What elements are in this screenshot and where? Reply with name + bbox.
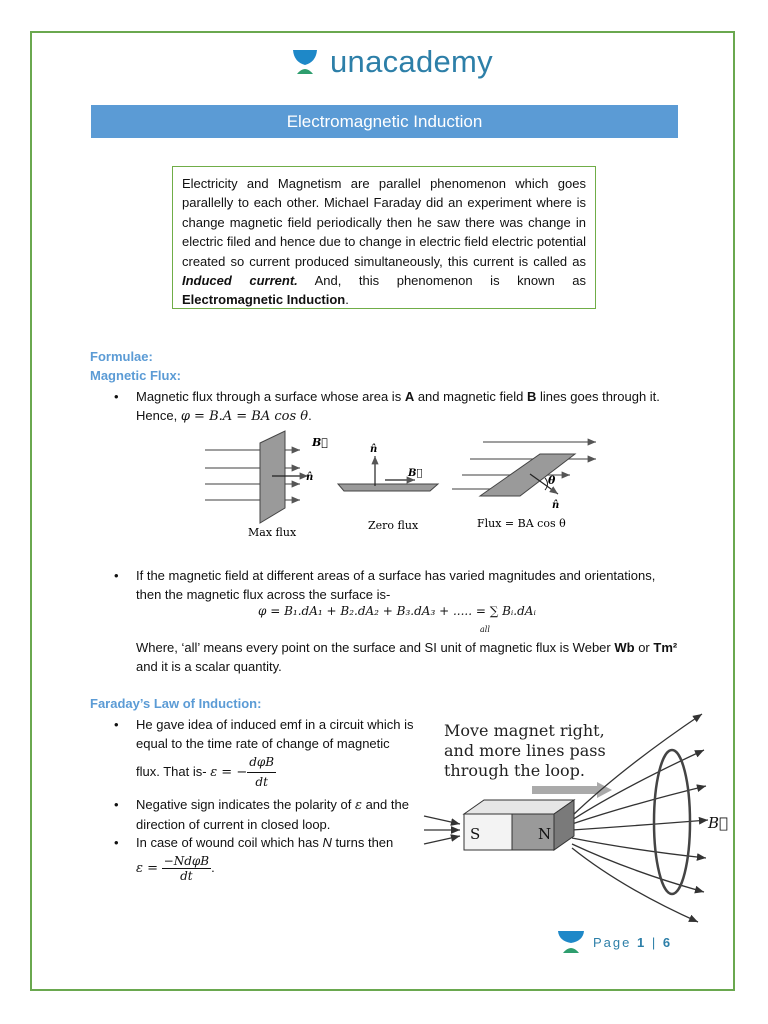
page-footer xyxy=(557,930,672,954)
weber-paragraph xyxy=(136,638,681,676)
flux-text-3: lines goes through it. Hence, xyxy=(136,389,660,423)
flux-bullet-1 xyxy=(114,387,681,426)
zero-flux-figure xyxy=(338,444,438,532)
varied-field-text: If the magnetic field at different areas of a surface has varied magnitudes and orientations, then the magnetic flux across the surface is- xyxy=(136,568,656,602)
emf-denominator: dt xyxy=(255,775,268,789)
angled-flux-figure xyxy=(452,442,596,530)
coil-emf-numerator: −NdφB xyxy=(163,854,210,868)
page-number xyxy=(593,935,672,950)
magnet-loop-figure xyxy=(422,708,729,930)
field-symbol: B xyxy=(526,389,537,404)
weber-text-1: Where, ‘all’ means every point on the surface and SI unit of magnetic flux is Weber xyxy=(136,640,615,655)
faraday-bullet-2 xyxy=(114,795,416,834)
bullet-dot: • xyxy=(114,835,119,850)
flux-text-end: . xyxy=(308,408,312,423)
emf-numerator: dφB xyxy=(247,753,276,773)
flux-bullet-2 xyxy=(114,566,681,604)
max-flux-figure xyxy=(205,431,328,539)
zero-flux-label: Zero flux xyxy=(368,519,419,532)
figure-caption-line-1: Move magnet right, xyxy=(444,721,605,740)
coil-text-2: turns then xyxy=(331,835,394,850)
angled-flux-label: Flux = BA cos θ xyxy=(477,517,566,530)
coil-emf-fraction xyxy=(162,854,211,883)
intro-box xyxy=(172,166,596,309)
coil-emf-formula xyxy=(136,854,215,883)
figure-caption-line-3: through the loop. xyxy=(444,761,585,780)
formulae-heading: Formulae: xyxy=(90,349,153,364)
max-flux-label: Max flux xyxy=(248,526,297,539)
flux-text-1: Magnetic flux through a surface whose area is xyxy=(136,389,405,404)
faraday-bullet-1 xyxy=(114,715,416,792)
induced-current-term: Induced current. xyxy=(182,273,298,289)
weber-text-2: or xyxy=(634,640,654,655)
page-label: Page xyxy=(593,934,632,950)
sum-subscript: all xyxy=(480,625,490,634)
page-title: Electromagnetic Induction xyxy=(91,105,678,138)
current-page: 1 xyxy=(637,934,647,950)
bullet-dot: • xyxy=(114,389,119,404)
weber-unit: Wb xyxy=(614,640,635,655)
sum-formula-text: φ = B₁.dA₁ + B₂.dA₂ + B₃.dA₃ + ..... = ∑ Bᵢ.dAᵢ xyxy=(258,604,536,618)
unacademy-footer-icon xyxy=(557,930,585,954)
max-flux-n-label: n̂ xyxy=(306,472,314,483)
flux-diagram xyxy=(200,428,610,543)
emf-fraction xyxy=(247,753,276,792)
area-symbol: A xyxy=(404,389,415,404)
loop-b-label: B⃗ xyxy=(708,814,729,832)
polarity-text-1: Negative sign indicates the polarity of xyxy=(136,797,355,812)
unacademy-logo xyxy=(290,42,493,82)
magnetic-flux-heading: Magnetic Flux: xyxy=(90,368,182,383)
page-separator: | xyxy=(651,934,658,950)
north-label: N xyxy=(538,825,552,843)
intro-text: Electricity and Magnetism are parallel phenomenon which goes parallelly to each other. Michael Faraday did an experiment where is change magnetic field periodically then he saw there was change in electric filed and hence due to change in electric field electric potential created so current produced simultaneously, this current is called as xyxy=(182,176,586,269)
turns-symbol: N xyxy=(322,835,332,850)
weber-text-3: and it is a scalar quantity. xyxy=(136,659,282,674)
intro-text-mid: And, this phenomenon is known as xyxy=(297,273,586,289)
angled-flux-n-label: n̂ xyxy=(552,500,560,511)
tesla-meter-unit: Tm² xyxy=(653,640,678,655)
max-flux-b-label: B⃗ xyxy=(312,436,328,449)
polarity-text-2: and the direction of current in closed loop. xyxy=(136,797,409,832)
figure-caption-line-2: and more lines pass xyxy=(444,741,606,760)
flux-text-2: and magnetic field xyxy=(414,389,527,404)
bullet-dot: • xyxy=(114,568,119,583)
coil-emf-denominator: dt xyxy=(180,869,193,883)
coil-emf-lhs: ε = xyxy=(136,860,159,876)
total-pages: 6 xyxy=(662,934,673,950)
bullet-dot: • xyxy=(114,717,119,732)
south-label: S xyxy=(470,825,481,843)
coil-text-1: In case of wound coil which has xyxy=(136,835,323,850)
zero-flux-n-label: n̂ xyxy=(370,444,378,455)
unacademy-logo-icon xyxy=(290,47,320,77)
theta-label: θ xyxy=(548,474,556,487)
epsilon-symbol: ε xyxy=(354,798,362,813)
bullet-dot: • xyxy=(114,797,119,812)
faraday-heading: Faraday’s Law of Induction: xyxy=(90,696,262,711)
flux-sum-formula xyxy=(258,604,536,618)
emi-term: Electromagnetic Induction xyxy=(182,292,346,308)
brand-name: unacademy xyxy=(330,44,493,79)
coil-emf-end: . xyxy=(211,859,215,875)
faraday-bullet-3 xyxy=(114,833,426,852)
flux-formula: φ = B.A = BA cos θ xyxy=(180,409,309,424)
emf-definition-text: He gave idea of induced emf in a circuit which is equal to the time rate of change of magnetic flux. That is- xyxy=(136,717,414,779)
emf-lhs: ε = − xyxy=(210,764,248,780)
intro-text-end: . xyxy=(345,292,349,308)
zero-flux-b-label: B⃗ xyxy=(408,468,423,479)
